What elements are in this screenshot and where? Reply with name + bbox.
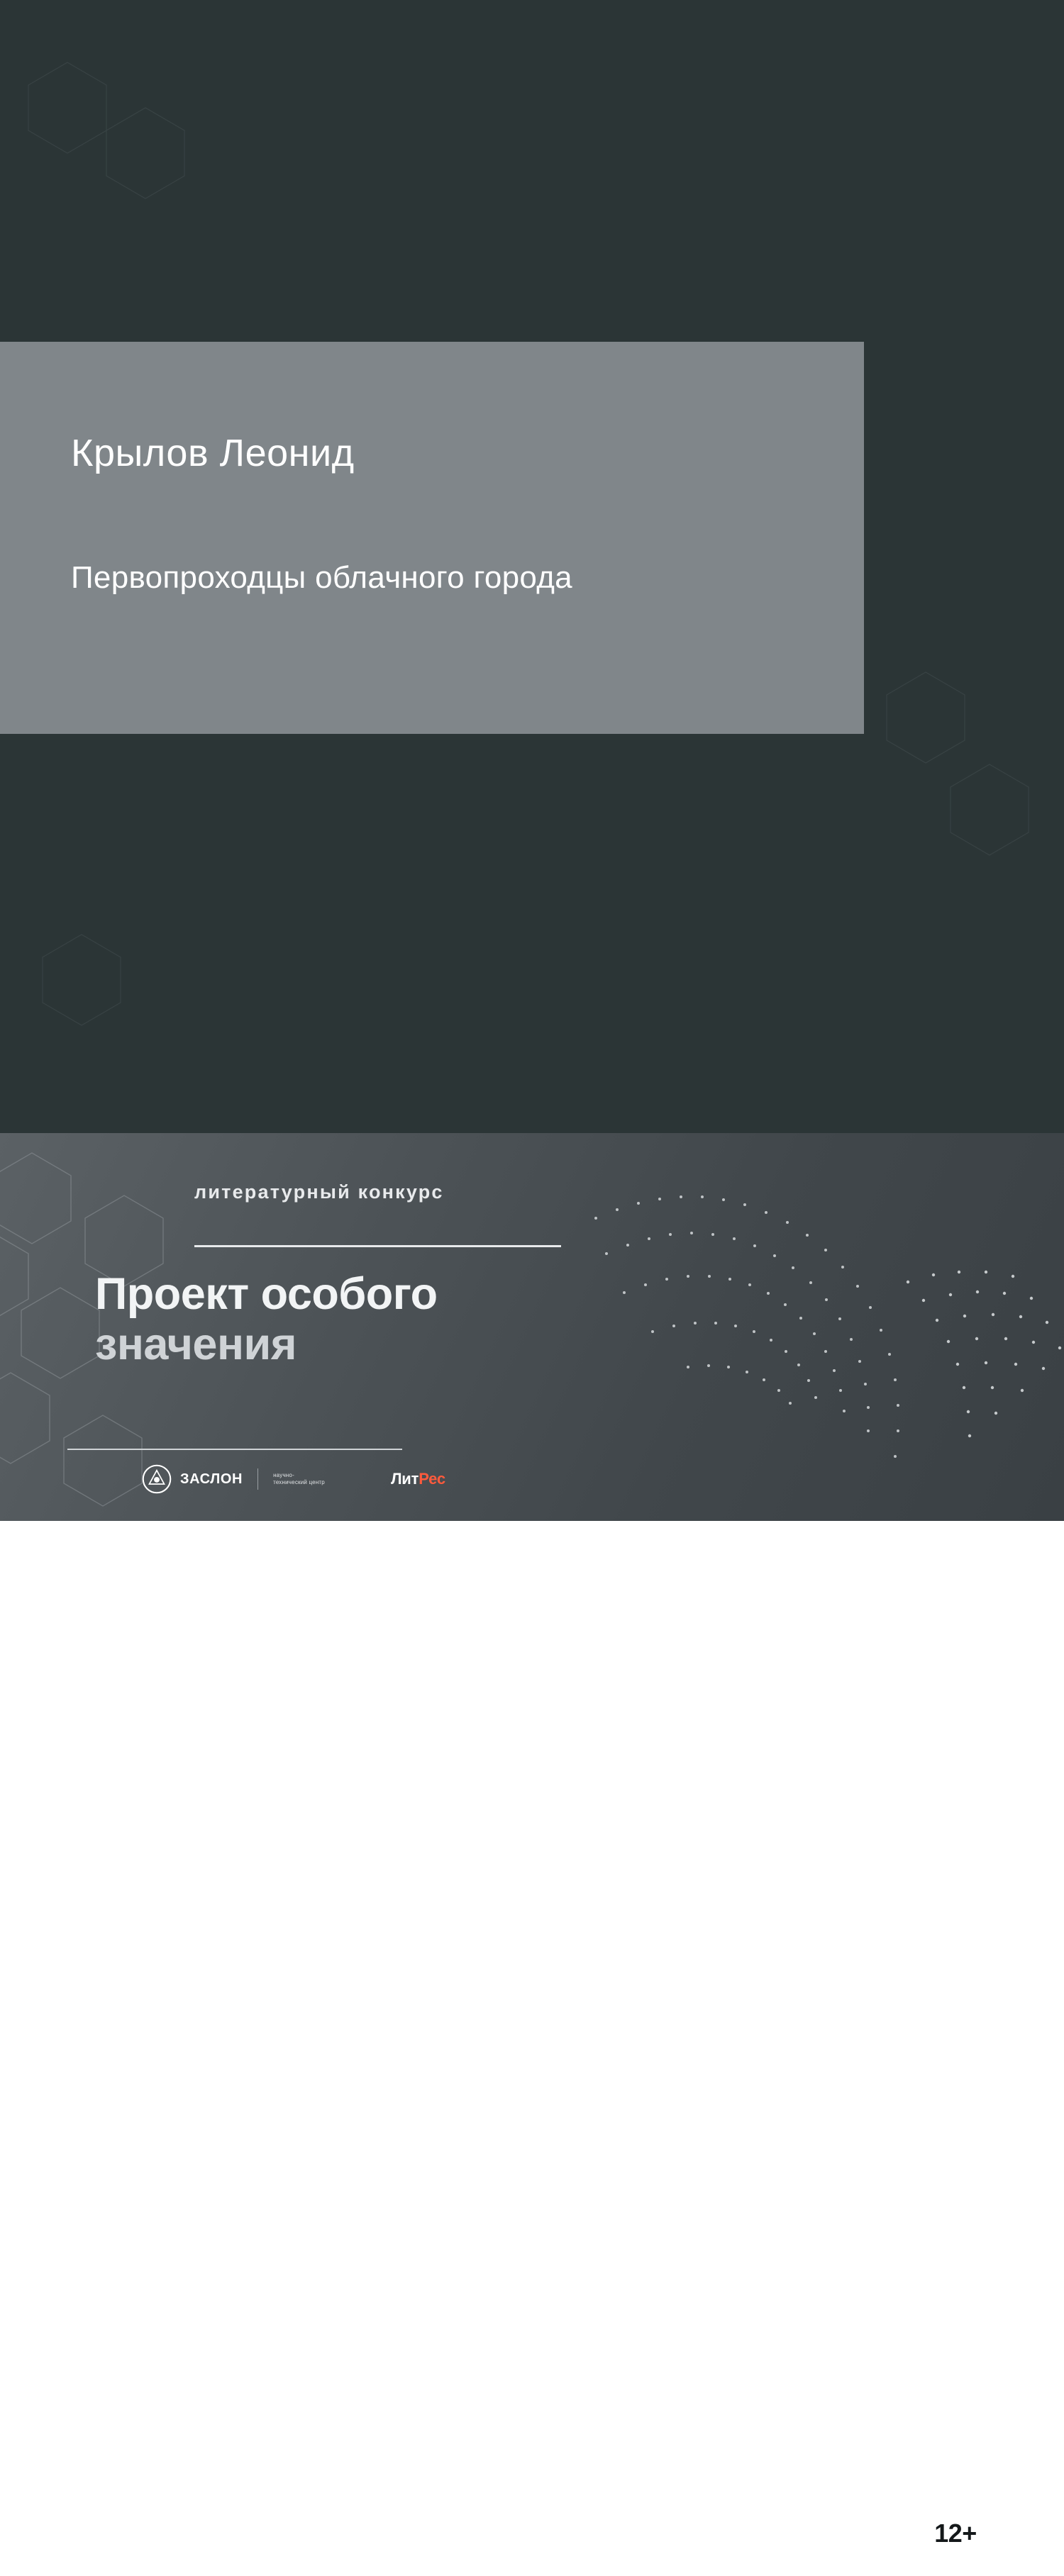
litres-logo-text-right: Рес — [419, 1470, 445, 1488]
contest-title-line1: Проект особого — [95, 1269, 438, 1319]
atom-icon — [142, 1464, 172, 1494]
contest-divider — [194, 1245, 561, 1247]
litres-logo-text-left: Лит — [391, 1470, 419, 1488]
zaslon-logo — [142, 1464, 327, 1494]
litres-logo — [391, 1470, 445, 1488]
contest-title — [95, 1269, 677, 1369]
zaslon-logo-divider — [257, 1468, 258, 1490]
zaslon-logo-subtitle: научно-технический центр — [273, 1472, 325, 1485]
book-title: Первопроходцы облачного города — [71, 560, 572, 595]
footer-logos — [142, 1464, 445, 1494]
author-name: Крылов Леонид — [71, 432, 355, 474]
age-rating-badge: 12+ — [913, 2491, 998, 2576]
zaslon-logo-text: ЗАСЛОН — [180, 1471, 243, 1487]
contest-title-line2: значения — [95, 1319, 297, 1369]
title-plate — [0, 342, 864, 734]
contest-label: литературный конкурс — [194, 1181, 444, 1203]
footer-divider — [67, 1449, 402, 1450]
